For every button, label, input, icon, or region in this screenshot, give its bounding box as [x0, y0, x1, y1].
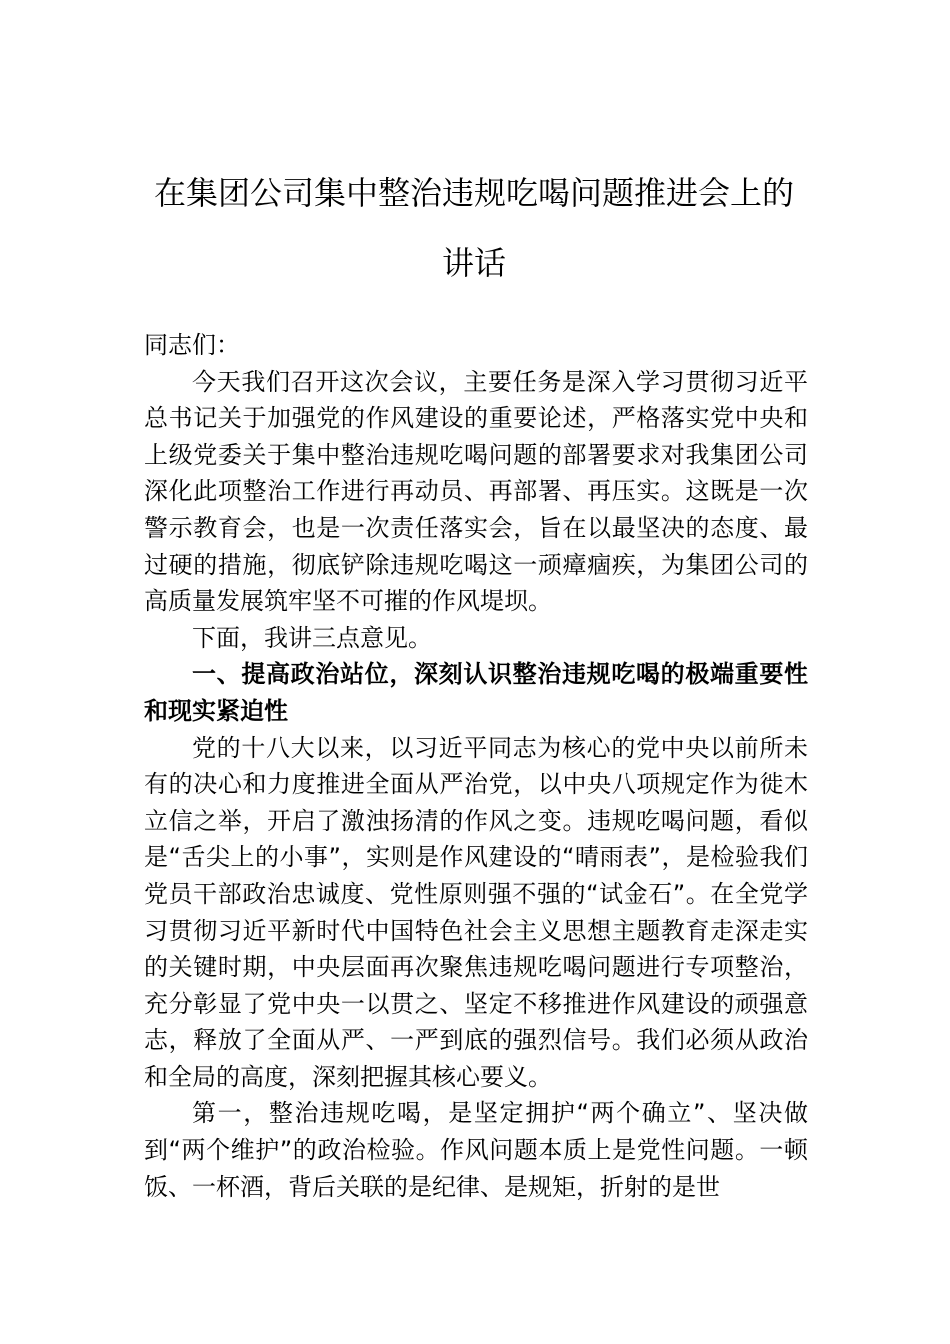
paragraph-section-1-a: 党的十八大以来，以习近平同志为核心的党中央以前所未有的决心和力度推进全面从严治党，以中央八项规定作为徙木立信之举，开启了激浊扬清的作风之变。违规吃喝问题，看似是“舌尖上的小事”，实则是作风建设的“晴雨表”，是检验我们党员干部政治忠诚度、党性原则强不强的“试金石”。在全党学习贯彻习近平新时代中国特色社会主义思想主题教育走深走实的关键时期，中央层面再次聚焦违规吃喝问题进行专项整治，充分彰显了党中央一以贯之、坚定不移推进作风建设的顽强意志，释放了全面从严、一严到底的强烈信号。我们必须从政治和全局的高度，深刻把握其核心要义。: [144, 733, 808, 1091]
document-title: 在集团公司集中整治违规吃喝问题推进会上的讲话: [153, 174, 794, 282]
document-body: [144, 327, 808, 1205]
salutation: 同志们：: [144, 331, 240, 359]
paragraph-intro: 今天我们召开这次会议，主要任务是深入学习贯彻习近平总书记关于加强党的作风建设的重要论述，严格落实党中央和上级党委关于集中整治违规吃喝问题的部署要求对我集团公司深化此项整治工作进行再动员、再部署、再压实。这既是一次警示教育会，也是一次责任落实会，旨在以最坚决的态度、最过硬的措施，彻底铲除违规吃喝这一顽瘴痼疾，为集团公司的高质量发展筑牢坚不可摧的作风堤坝。: [144, 367, 808, 616]
section-heading-1: 一、提高政治站位，深刻认识整治违规吃喝的极端重要性和现实紧迫性: [144, 660, 808, 725]
paragraph-section-1-b: 第一，整治违规吃喝，是坚定拥护“两个确立”、坚决做到“两个维护”的政治检验。作风问题本质上是党性问题。一顿饭、一杯酒，背后关联的是纪律、是规矩，折射的是世: [144, 1099, 808, 1201]
paragraph-outline: 下面，我讲三点意见。: [192, 623, 432, 652]
